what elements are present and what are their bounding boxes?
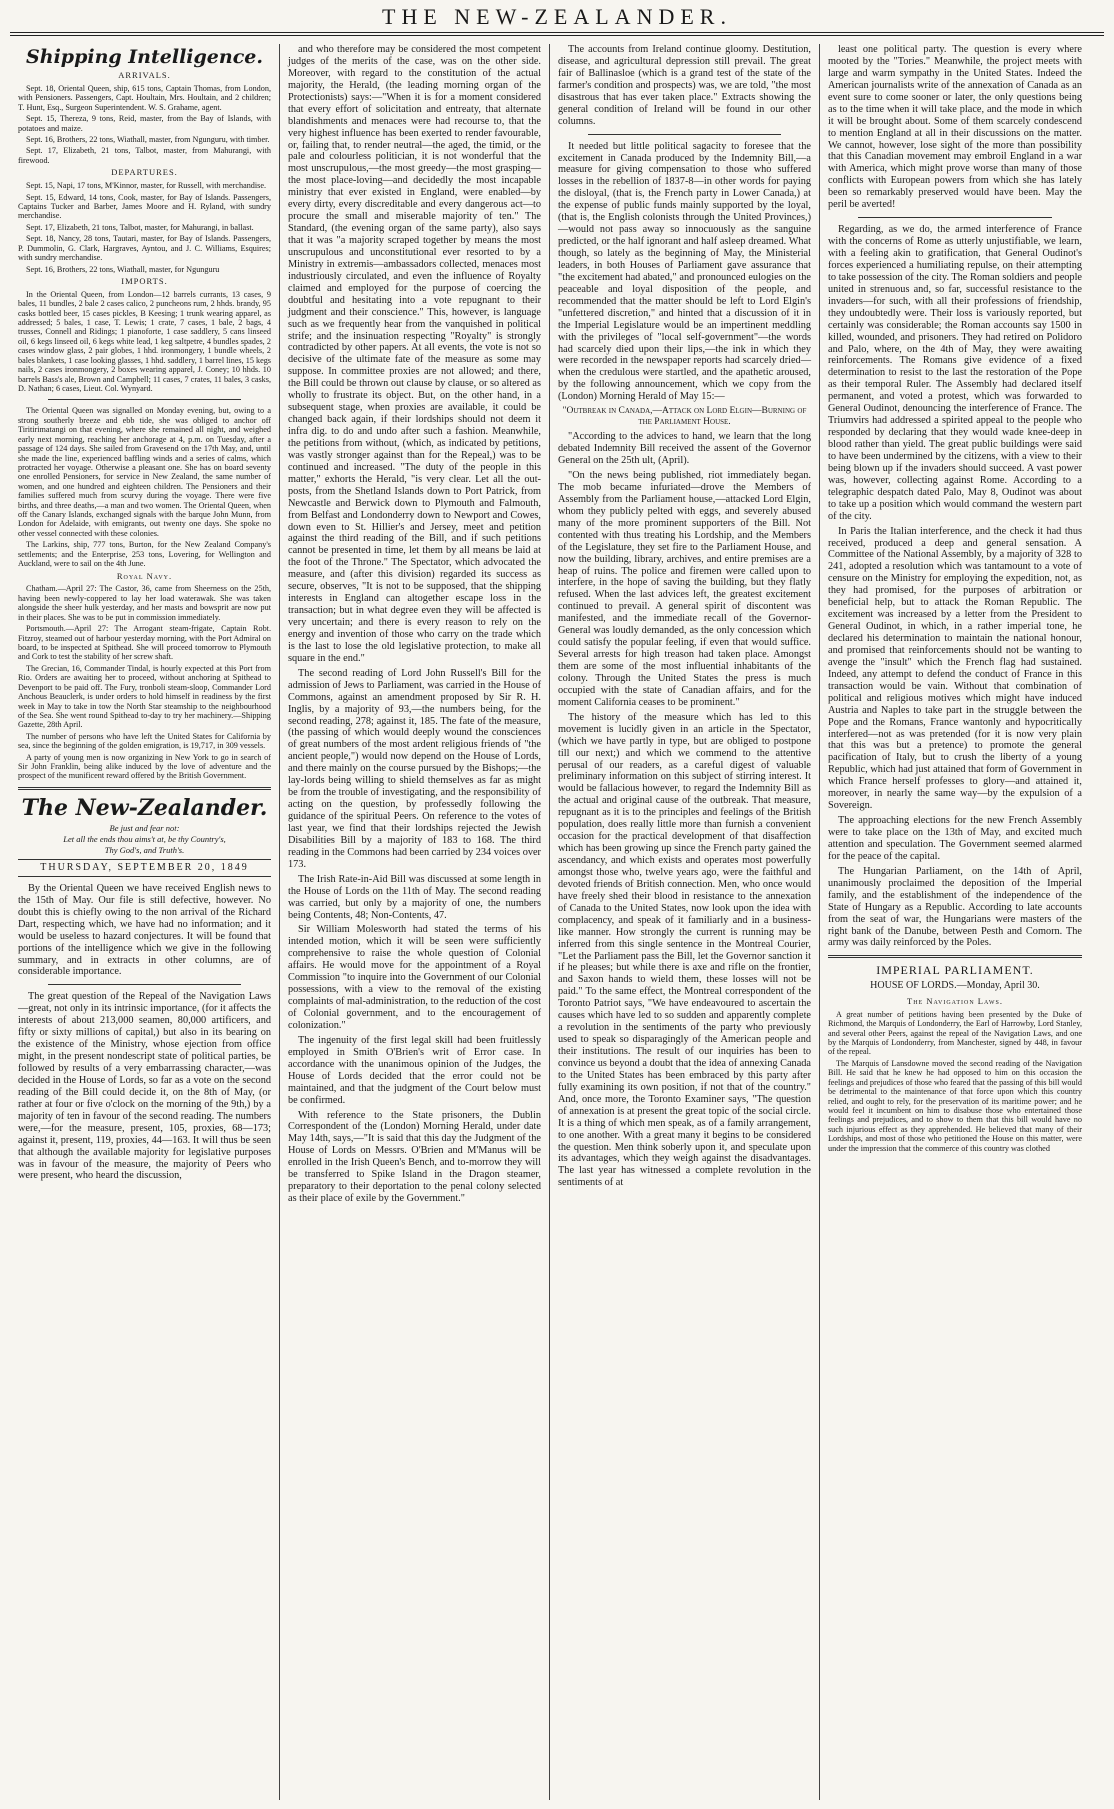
- masthead: THE NEW-ZEALANDER.: [10, 0, 1104, 36]
- editorial-paragraph: and who therefore may be considered the most competent judges of the merits of the case, was on the other side. Moreover, with regard to the constitution of the actual majority, the Herald, (the leading morning organ of the Protectionists) says:—"When it is for a moment considered that every effort of solicitation and entreaty, that alternate blandishments and menaces were had recourse to, that the very highest influence has been exerted to render favourable, or, failing that, to render neutral—the aged, the timid, or the pale and colourless politician, it is not wonderful that the most unscrupulous,—the most greedy—the most grasping—the most place-loving—and decidedly the most incapable ministry that ever existed in England, were enabled—by every dirty, every discreditable and every dangerous act—to procure the small and miserable majority of ten." The Standard, (the evening organ of the same party), also says that it was "a majority scraped together by means the most unscrupulous and unconstitutional ever resorted to by a Ministry in extremis—ambassadors collected, menaces most industriously circulated, and even the influence of Royalty claimed and employed for the purpose of coercing the doubtful and hesitating into a vote repugnant to their judgment and their conscience." This, however, is language such as we frequently hear from the vanquished in political strife; and the insinuation respecting "Royalty" is strongly contradicted by other papers. At all events, the vote is not so decisive of the ultimate fate of the measure as some may suppose. In committee proxies are not allowed; and there, the Bill could be thrown out clause by clause, or so altered as wholly to frustrate its object. But, on the other hand, in a subsequent stage, when proxies are available, it could be changed back again, if their lordships should not deem it infra dig. to do and undo after such a fashion. Meanwhile, the petitions from without, (which, as indicated by petitions, was vastly stronger against than for the Repeal,) was to be continued and increased. "The duty of the people in this matter," exhorts the Herald, "is very clear. Let all the out-posts, from the Shetland Islands down to Port Patrick, from Newcastle and Berwick down to Plymouth and Falmouth, from Belfast and Londonderry down to Newport and Cowes, down even to St. Hillier's and Jersey, meet and petition against the third reading of the Bill, and if such petitions cannot be presented in time, let them by all means be laid at the foot of the Throne." The Spectator, which advocated the measure, and (after this division) regarded its success as secure, observes, "It is not to be supposed, that the shipping interests in England can altogether escape loss in the transaction; but in what degree even they will be affected is very uncertain; and there is every reason to rely on the energy and invention of those who carry on the trade which is the last to lose the old legislative protection, to make all square in the end.": [288, 44, 541, 664]
- editorial-paragraph: Regarding, as we do, the armed interference of France with the concerns of Rome as utterly unjustifiable, we learn, with a feeling akin to gratification, that General Oudinot's forces experienced a humiliating repulse, on their attempting to take possession of the city. The Roman soldiers and people united in strenuous and, so far, successful resistance to the invaders—for such, with all their professions of friendship, they undoubtedly were. Their loss is variously reported, but certainly was considerable; the Roman accounts say 1500 in killed, wounded, and prisoners. They had retired on Polidoro and Palo, where, on the 4th of May, they were awaiting reinforcements. The Romans give evidence of a fixed determination to resist to the last the restoration of the Pope as their temporal Ruler. The Assembly had declared itself permanent, and voted a protest, which was forwarded to General Oudinot, denouncing the interference of France. The Triumvirs had addressed a spirited appeal to the people who responded by declaring that they would wade knee-deep in blood rather than yield. The great public buildings were said to have been undermined by the citizens, with a view to their being blown up if the invaders should succeed. A vast power was, however, collecting against Rome. According to a telegraphic despatch dated Palo, May 8, Oudinot was about to take up a position which would command the western part of the city.: [828, 224, 1082, 522]
- arrivals-heading: ARRIVALS.: [118, 70, 171, 81]
- editorial-paragraph: The Irish Rate-in-Aid Bill was discussed at some length in the House of Lords on the 11th of May. The second reading was carried, but only by a majority of one, the numbers being Contents, 48; Non-Contents, 47.: [288, 873, 541, 921]
- column-2: [280, 44, 550, 1800]
- editorial-paragraph: It needed but little political sagacity to foresee that the excitement in Canada produced by the Indemnity Bill,—a measure for giving compensation to those who suffered losses in the rebellion of 1837-8—in other words for paying the disloyal, (that is, the French party in Lower Canada,) at the expense of public funds mainly supported by the loyal, (that is, the English colonists through the United Provinces,)—would not pass away so innocuously as the sanguine predicted, or the half ignorant and half asleep dreamed. What though, so lately as the beginning of May, the Ministerial leaders, in both Houses of Parliament gave assurance that "the excitement had abated," and pronounced eulogies on the peaceable and loyal disposition of the people, and recommended that the matter should be left to Lord Elgin's "unfettered discretion," and hinted that a discussion of it in the Imperial Legislature would be an impertinent meddling with the privileges of "local self-government"—the words had scarcely died upon their lips,—the ink in which they were recorded in the newspaper reports had scarcely dried—when the credulous were startled, and the apathetic aroused, by the following announcement, which we copy from the (London) Morning Herald of May 15:—: [558, 140, 811, 403]
- divider: [48, 984, 241, 985]
- navy-item: Portsmouth.—April 27: The Arrogant steam-frigate, Captain Robt. Fitzroy, steamed out of harbour yesterday morning, with the Port Admiral on board, to be inspected at Spithead. She will proceed tomorrow to Plymouth and Cork to test the stability of her screw shaft.: [18, 624, 271, 662]
- arrival-item: Sept. 15, Thereza, 9 tons, Reid, master, from the Bay of Islands, with potatoes and maize.: [18, 114, 271, 133]
- shipping-title: Shipping Intelligence.: [26, 46, 263, 68]
- imports-heading: IMPORTS.: [121, 275, 168, 286]
- editorial-paragraph: The ingenuity of the first legal skill had been fruitlessly employed in Smith O'Brien's writ of Error case. In accordance with the unanimous opinion of the Judges, the House of Lords decided that the error could not be maintained, and that the judgment of the Court below must be confirmed.: [288, 1034, 541, 1106]
- editorial-paragraph: The approaching elections for the new French Assembly were to take place on the 13th of May, and excited much attention and speculation. The Government seemed alarmed for the peace of the capital.: [828, 815, 1082, 862]
- navy-item: The Grecian, 16, Commander Tindal, is hourly expected at this Port from Rio. Orders are awaiting her to proceed, without anchoring at Spithead to Devenport to be paid off. The Fury, tronboli steam-sloop, Commander Lord Anchous Beauclerk, is under orders to hold himself in readiness by the first week in May to take in tow the North Star steamship to the neighbourhood of the Sea. She went round Spithead to-day to try her machinery.—Shipping Gazette, 28th April.: [18, 663, 271, 730]
- editorial-paragraph: The history of the measure which has led to this movement is lucidly given in an article in the Spectator, (which we have partly in type, but are obliged to postpone till our next;) and which we commend to the attentive perusal of our readers, as a careful digest of valuable preliminary information on this subject of stirring interest. It would be fallacious however, to regard the Indemnity Bill as the actual and original cause of the outbreak. That measure, repugnant as it is to the principles and feelings of the British population, does really little more than furnish a convenient occasion for the practical development of that disaffection which has been growing up since the French party gained the ascendancy, and which exists and operates most powerfully amongst those who, twelve years ago, were the faithful and devoted friends of British connection. Men, who once would have freely shed their blood in resistance to the annexation of Canada to the United States, now look upon the idea with complacency, and speak of it familiarly and in a business-like manner. How strongly the current is running may be inferred from this single sentence in the Montreal Courier, "Let the Parliament pass the Bill, let the Governor sanction it if he pleases; but while there is axe and rifle on the frontier, and Saxon hands to wield them, these losses will not be paid." To the same effect, the Montreal correspondent of the Toronto Patriot says, "We have endeavoured to ascertain the causes which have led to so sudden and apparently complete a revolution in the sentiments of the party who previously used to speak so disparagingly of the American people and their institutions. The result of our inquiries has been to convince us beyond a doubt that the idea of annexing Canada to the United States has been embraced by this party after fully examining its own position, if not that of the country." And, once more, the Toronto Examiner says, "The question of annexation is at present the great topic of the social circle. It is a thing of which men speak, as of a family arrangement, to one another. With a great many it begins to be considered the question. Men think soberly upon it, and speculate upon its advantages, which they weigh against the disadvantages. The last year has witnessed a complete revolution in the sentiments of at: [558, 711, 811, 1189]
- editorial-title: The New-Zealander.: [21, 794, 268, 821]
- motto-line: Let all the ends thou aims't at, be thy Country's,: [63, 834, 226, 845]
- departures-list: [18, 181, 271, 274]
- column-4: [820, 44, 1090, 1800]
- motto: [18, 823, 271, 855]
- arrival-item: Sept. 17, Elizabeth, 21 tons, Talbot, master, from Mahurangi, with firewood.: [18, 146, 271, 165]
- editorial-paragraph: With reference to the State prisoners, the Dublin Correspondent of the (London) Morning Herald, under date May 14th, says,—"It is said that this day the Judgment of the House of Lords on Messrs. O'Brien and M'Manus will be enrolled in the Irish Queen's Bench, and to-morrow they will be transferred to Spike Island in the Dragon steamer, preparatory to their deportation to the penal colony selected as their place of exile by the Government.": [288, 1109, 541, 1205]
- arrival-item: Sept. 18, Oriental Queen, ship, 615 tons, Captain Thomas, from London, with Pensioners. Passengers, Capt. Houltain, Mrs. Houltain, and 2 children; T. Hunt, Esq., Surgeon Superintendent. W. S. Grahame, agent.: [18, 83, 271, 112]
- editorial-paragraph: "On the news being published, riot immediately began. The mob became infuriated—drove the Members of Assembly from the Parliament house,—attacked Lord Elgin, whom they publicly pelted with eggs, and severely abused many of the more prominent supporters of the Bill. Not contented with thus treating his Lordship, and the Members of the Legislature, they set fire to the Parliament House, and now the building, library, archives, and entire premises are a heap of ruins. The police and firemen were called upon to interfere, in the hope of saving the building, but they flatly refused. When the last advices left, the greatest excitement continued to prevail. A general spirit of discontent was manifested, and the immediate recall of the Governor-General was loudly demanded, as the only concession which could satisfy the popular feeling, if even that would suffice. Several arrests for high treason had taken place. Amongst them are some of the most influential inhabitants of the colony. Through the United States the press is much occupied with the state of Canadian affairs, and for the moment California ceases to be prominent.": [558, 470, 811, 708]
- divider: [588, 134, 781, 135]
- editorial-paragraph: The second reading of Lord John Russell's Bill for the admission of Jews to Parliament, was carried in the House of Commons, against an amendment proposed by Sir R. H. Inglis, by a majority of 93,—the numbers being, for the second reading, 278; against it, 185. The fate of the measure, (the passing of which would deeply wound the consciences of great numbers of the most ardent religious friends of "the ancient people,") would now depend on the House of Lords, and there mainly on the course pursued by the Bishops;—the lay-lords being willing to shield themselves as far as might be from the trouble of investigating, and the responsibility of acting on the question, by professedly following the guidance of the spiritual Peers. On reference to the votes of last year, we find that their lordships rejected the Jewish Disabilities Bill by a majority of 183 to 168. The third reading in the Commons had been carried by 234 voices over 173.: [288, 667, 541, 870]
- navy-item: A party of young men is now organizing in New York to go in search of Sir John Franklin, being alike induced by the love of adventure and the prospect of the munificent reward offered by the British Government.: [18, 752, 271, 781]
- editorial-paragraph: The Hungarian Parliament, on the 14th of April, unanimously proclaimed the deposition of the Imperial family, and the establishment of the independence of the State of Hungary as a Republic. According to late accounts from the seat of war, the Hungarians were masters of the right bank of the Danube, between Pesth and Comorn. The army was daily reinforced by the Poles.: [828, 865, 1082, 949]
- editorial-paragraph: The accounts from Ireland continue gloomy. Destitution, disease, and agricultural depression still prevail. The great fair of Ballinasloe (which is a grand test of the state of the farmer's condition and prospects) was, we are told, "the most disastrous that has ever taken place." Extracts showing the general condition of Ireland will be found in our other columns.: [558, 44, 811, 127]
- royal-navy-heading: Royal Navy.: [116, 570, 173, 581]
- arrival-report: The Larkins, ship, 777 tons, Burton, for the New Zealand Company's settlements; and the Enterprise, 253 tons, Lovering, for Wellington and Auckland, were to sail on the 4th June.: [18, 540, 271, 569]
- editorial-paragraph: least one political party. The question is every where mooted by the "Tories." Meanwhile, the project meets with large and warm sympathy in the United States. Indeed the American journalists write of the annexation of Canada as an event sure to come sooner or later, the only questions being as to the time when it will take place, and the mode in which it will be brought about. Some of them scarcely condescend to mention England at all in their discussions on the matter. We cannot, however, lose sight of the more than possibility that this Canadian movement may embroil England in a war with America, which might prove worse than many of those conflicts with European powers from which she has lately been so remarkably preserved would have been. May the peril be averted!: [828, 44, 1082, 211]
- departure-item: Sept. 15, Napi, 17 tons, M'Kinnor, master, for Russell, with merchandise.: [26, 181, 267, 191]
- departure-item: Sept. 17, Elizabeth, 21 tons, Talbot, master, for Mahurangi, in ballast.: [26, 222, 254, 232]
- parliament-paragraph: The Marquis of Lansdowne moved the second reading of the Navigation Bill. He said that he knew he had opposed to him on this occasion the feelings and prejudices of those who feared that the passing of this bill would be detrimental to the maintenance of that force upon which this country relied, and ought to rely, for the preservation of its maritime power; and he would feel it incumbent on him to disabuse those who entertained those feelings and prejudices, and to show to them that this bill would have no such injurious effect as they apprehended. He believed that many of their Lordships, and most of those who petitioned the House on this matter, were under the impression that the commerce of this country was clothed: [828, 1058, 1082, 1153]
- columns: [10, 44, 1104, 1800]
- motto-line: Thy God's, and Truth's.: [104, 844, 185, 855]
- editorial-paragraph: "According to the advices to hand, we learn that the long debated Indemnity Bill received the assent of the Governor General on the 25th ult, (April).: [558, 431, 811, 467]
- imports-text: In the Oriental Queen, from London—12 barrels currants, 13 cases, 9 bales, 11 bundles, 2 bale 2 cases calico, 2 puncheons rum, 2 hhds. brandy, 95 casks bottled beer, 15 cases pickles, B Keesing; 1 trunk wearing apparel, as addressed; 5 bales, 1 case, T. Lewis; 1 crate, 7 cases, 1 bale, 2 bags, 4 trusses, Connell and Ridings; 1 pianoforte, 1 case saddlery, 5 cans linseed oil, 6 kegs linseed oil, 6 kegs white lead, 1 keg saltpetre, 4 bundles spades, 2 cases window glass, 2 pair globes, 1 hhd. ironmongery, 1 bundle wheels, 2 bales blankets, 1 case looking glasses, 1 hhd. saddlery, 1 barrel lines, 15 kegs nails, 2 cases ironmongery, 2 boxes wearing apparel, J. Coney; 10 hhds. 10 barrels Bass's ale, Brown and Campbell; 11 cases, 7 crates, 11 bales, 3 casks, D. Nathan; 6 cases, Lieut. Col. Wynyard.: [18, 289, 271, 393]
- motto-line: Be just and fear not:: [109, 823, 180, 834]
- arrival-report: The Oriental Queen was signalled on Monday evening, but, owing to a strong southerly breeze and ebb tide, she was obliged to anchor off Tiritirimatangi on that evening, where she remained all night, and weighed early next morning, reaching her anchorage at 4, p.m. on Tuesday, after a passage of 124 days. She sailed from Gravesend on the 17th May, and, until she made the line, experienced baffling winds and a series of calms, which protracted her voyage. Otherwise a pleasant one. She has on board seventy one enrolled Pensioners, for service in New Zealand, the same number of women, and one hundred and eighteen children. The Pensioners and their families suffered much from scurvy during the voyage. There were five births, and three deaths,—a man and two women. The Oriental Queen, when off the Canary Islands, exchanged signals with the barque John Munn, from London for Adelaide, with emigrants, out twenty one days. She spoke no other vessel connected with these colonies.: [18, 406, 271, 538]
- departure-item: Sept. 18, Nancy, 28 tons, Tautari, master, for Bay of Islands. Passengers, P. Dummolin, G. Clark, Hargraves, Ayntou, and J. C. Williams, Esquires; with sundry merchandise.: [18, 234, 271, 263]
- parliament-heading: IMPERIAL PARLIAMENT.: [876, 963, 1034, 978]
- lords-heading: HOUSE OF LORDS.—Monday, April 30.: [870, 980, 1040, 992]
- navy-item: Chatham.—April 27: The Castor, 36, came from Sheerness on the 25th, having been newly-coppered to lay her load waterawak. She was taken alongside the sheer hulk yesterday, and her masts and bowsprit are now put in their places. She was to be put in commission immediately.: [18, 584, 271, 622]
- departure-item: Sept. 16, Brothers, 22 tons, Wiathall, master, for Ngunguru: [26, 264, 220, 274]
- editorial-paragraph: In Paris the Italian interference, and the check it had thus received, produced a deep and general sensation. A Committee of the National Assembly, by a majority of 328 to 241, adopted a resolution which was tantamount to a vote of censure on the Ministry for employing the expedition, not, as they had promised, for the purposes of arbitration or beneficial help, but to attack the Roman Republic. The excitement was increased by a letter from the President to General Oudinot, in which, in a rather imperial tone, he declared his determination to maintain the national honour, and promised that reinforcements should not be wanting to avenge the "insult" which the French flag had sustained. Indeed, any attempt to defend the conduct of France in this transaction would be vain. Without that combination of political and religious motives which might have induced Austria and Naples to take part in the struggle between the Pope and the Romans, France wantonly and hypocritically interfered—not as was pretended (for it is now very plain that this was but a pretence) to promote the general pacification of Italy, but to crush the liberty of a young Republic, which had just attained that form of Government in which France herself professes to glory—and attained it, moreover, in nearly the same way—by the expulsion of a Sovereign.: [828, 525, 1082, 812]
- issue-date: THURSDAY, SEPTEMBER 20, 1849: [18, 859, 271, 877]
- departure-item: Sept. 15, Edward, 14 tons, Cook, master, for Bay of Islands. Passengers, Captains Tucker and Barber, James Moore and H. Ryland, with sundry merchandise.: [18, 192, 271, 221]
- divider: [858, 217, 1052, 218]
- canada-headline: "Outbreak in Canada,—Attack on Lord Elgin—Burning of the Parliament House.: [562, 406, 807, 428]
- editorial-paragraph: Sir William Molesworth had stated the terms of his intended motion, which it will be seen were sufficiently comprehensive to raise the whole question of Colonial affairs. He would move for the appointment of a Royal Commission "to inquire into the Government of our Colonial possessions, with a view to the removal of the existing complaints of mal-administration, to the reduction of the cost of Colonial government, and to the encouragement of colonization.": [288, 924, 541, 1031]
- navigation-laws-heading: The Navigation Laws.: [907, 995, 1003, 1006]
- column-3: [550, 44, 820, 1800]
- divider: [48, 399, 241, 400]
- navy-item: The number of persons who have left the United States for California by sea, since the beginning of the golden emigration, is 19,717, in 309 vessels.: [18, 731, 271, 751]
- departures-heading: DEPARTURES.: [111, 167, 178, 178]
- arrivals-list: [18, 84, 271, 165]
- parliament-paragraph: A great number of petitions having been presented by the Duke of Richmond, the Marquis of Londonderry, the Earl of Harrowby, Lord Stanley, and several other Peers, against the repeal of the Navigation Laws, and one by the Marquis of Londonderry, from Manchester, signed by 448, in favour of the repeal.: [828, 1009, 1082, 1057]
- editorial-paragraph: The great question of the Repeal of the Navigation Laws—great, not only in its intrinsic importance, (for it affects the interests of about 213,000 seamen, 80,000 artificers, and fifty or sixty millions of capital,) but also in its bearing on the existence of the Ministry, whose ejection from office might, in the present nondescript state of political parties, be followed by results of a very embarrassing character,—was decided in the House of Lords, so far as a vote on the second reading of the Bill could decide it, on the 8th of May, (or rather at four or five o'clock on the morning of the 9th,) by a majority of ten in favour of the second reading. The numbers were,—for the measure, present, 105, proxies, 68—173; against it, present, 119, proxies, 44—163. It will thus be seen that although the available majority for legislative purposes was in favour of the measure, the majority of Peers who were present, who heard the discussion,: [18, 991, 271, 1182]
- arrival-item: Sept. 16, Brothers, 22 tons, Wiathall, master, from Ngunguru, with timber.: [26, 135, 270, 144]
- divider: [18, 787, 271, 790]
- editorial-paragraph: By the Oriental Queen we have received English news to the 15th of May. Our file is still defective, however. No doubt this is chiefly owing to the non arrival of the Richard Dart, respecting which, we have had no information; and it would be useless to hazard conjectures. It will be found that portions of the intelligence which we give in the following summary, and in extracts in other columns, are of considerable importance.: [18, 882, 271, 978]
- divider: [828, 955, 1082, 958]
- column-1: [10, 44, 280, 1800]
